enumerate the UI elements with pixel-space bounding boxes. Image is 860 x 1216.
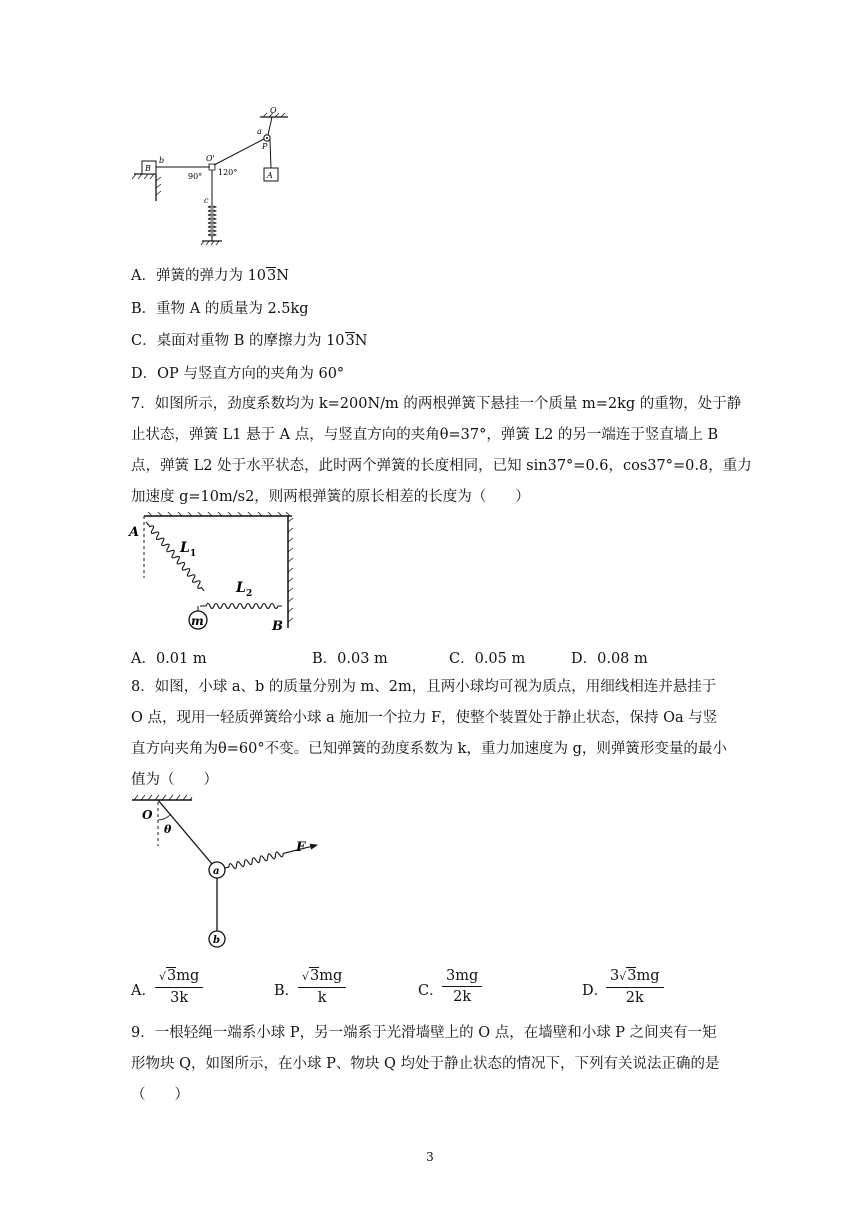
- label-a: a: [213, 866, 220, 877]
- label-A: A: [129, 525, 140, 540]
- sqrt-radicand: 3: [310, 968, 320, 984]
- q8-text-line: 8．如图，小球 a、b 的质量分别为 m、2m，且两小球均可视为质点，用细线相连并悬挂于: [131, 679, 717, 695]
- numerator-rest: mg: [319, 968, 343, 984]
- q7-text-line: 7．如图所示，劲度系数均为 k=200N/m 的两根弹簧下悬挂一个质量 m=2kg 的重物，处于静: [131, 396, 742, 412]
- q7-text-line: 止状态，弹簧 L1 悬于 A 点，与竖直方向的夹角θ=37°，弹簧 L2 的另一端连于竖直墙上 B: [131, 427, 719, 443]
- label-o: O: [270, 106, 277, 115]
- q7-option-c: C．0.05 m: [449, 651, 526, 667]
- option-text: C．桌面对重物 B 的摩擦力为 10: [131, 333, 345, 349]
- q7-option-b: B．0.03 m: [312, 651, 388, 667]
- label-120: 120°: [218, 168, 238, 177]
- label-L2-subscript: 2: [246, 589, 253, 599]
- option-text: A．弹簧的弹力为 10: [131, 268, 267, 284]
- q8-option-d-label: D．: [582, 983, 609, 999]
- label-b: b: [213, 935, 220, 946]
- denominator: k: [317, 990, 327, 1006]
- figure-q8-diagram: [128, 790, 328, 955]
- q9-text-line: （ ）: [131, 1087, 189, 1103]
- label-a: a: [257, 127, 262, 136]
- label-L1-subscript: 1: [190, 549, 197, 559]
- label-A: A: [267, 171, 273, 180]
- q8-option-b-fraction: $\frac{√3mg}{k}$: [298, 967, 346, 1008]
- q8-option-c-fraction: [442, 967, 482, 1007]
- denominator: 2k: [625, 990, 644, 1006]
- q7-option-a: A．0.01 m: [131, 651, 207, 667]
- q6-option-d: D．OP 与竖直方向的夹角为 60°: [131, 366, 345, 382]
- label-L1: L: [180, 540, 190, 556]
- denominator: 2k: [453, 989, 472, 1005]
- sqrt-radicand: 3: [345, 333, 355, 349]
- numerator: 3mg: [442, 967, 482, 987]
- sqrt-radicand: 3: [267, 268, 277, 284]
- unit: N: [354, 333, 368, 349]
- q8-option-a-fraction: $\frac{√3mg}{3k}$: [155, 967, 203, 1008]
- q9-text-line: 9．一根轻绳一端系小球 P，另一端系于光滑墙壁上的 O 点，在墙壁和小球 P 之间夹有一矩: [131, 1025, 717, 1041]
- q7-text-line: 点，弹簧 L2 处于水平状态，此时两个弹簧的长度相同，已知 sin37°=0.6，cos37°=0.8，重力: [131, 458, 752, 474]
- label-B: B: [145, 164, 151, 173]
- label-90: 90°: [188, 172, 203, 181]
- label-theta: θ: [164, 823, 172, 836]
- q8-option-c-label: C．: [418, 983, 444, 999]
- figure-q6-diagram: [130, 105, 300, 250]
- q8-text-line: 直方向夹角为θ=60°不变。已知弹簧的劲度系数为 k，重力加速度为 g，则弹簧形变量的最小: [131, 741, 727, 757]
- sqrt-radicand: 3: [167, 968, 177, 984]
- label-p: P: [262, 142, 268, 151]
- label-B: B: [272, 619, 283, 634]
- label-F: F: [296, 840, 306, 855]
- numerator-rest: mg: [176, 968, 200, 984]
- q8-option-b-label: B．: [274, 983, 300, 999]
- q7-option-d: D．0.08 m: [571, 651, 648, 667]
- q9-text-line: 形物块 Q，如图所示，在小球 P、物块 Q 均处于静止状态的情况下，下列有关说法正确的是: [131, 1056, 720, 1072]
- label-b: b: [159, 156, 165, 165]
- label-O: O: [142, 808, 153, 822]
- label-L2: L: [236, 580, 246, 596]
- denominator: 3k: [170, 990, 189, 1006]
- q8-text-line: O 点，现用一轻质弹簧给小球 a 施加一个拉力 F，使整个装置处于静止状态，保持 Oa 与竖: [131, 710, 718, 726]
- figure-q7-diagram: [128, 510, 298, 642]
- numerator-rest: mg: [636, 968, 660, 984]
- q6-option-b: B．重物 A 的质量为 2.5kg: [131, 301, 309, 317]
- q6-option-a: [131, 266, 289, 286]
- label-o-prime: O': [206, 154, 215, 163]
- q8-option-d-fraction: $\frac{3√3mg}{2k}$: [606, 967, 664, 1008]
- q7-text-line: 加速度 g=10m/s2，则两根弹簧的原长相差的长度为（ ）: [131, 489, 530, 505]
- label-m: m: [191, 614, 204, 628]
- q8-option-a-label: A．: [131, 983, 156, 999]
- sqrt-radicand: 3: [627, 968, 637, 984]
- q6-option-c: [131, 331, 367, 351]
- q8-text-line: 值为（ ）: [131, 772, 218, 788]
- label-c: c: [204, 196, 209, 205]
- numerator-coefficient: 3: [610, 968, 620, 984]
- page-number: 3: [426, 1150, 434, 1164]
- unit: N: [276, 268, 289, 284]
